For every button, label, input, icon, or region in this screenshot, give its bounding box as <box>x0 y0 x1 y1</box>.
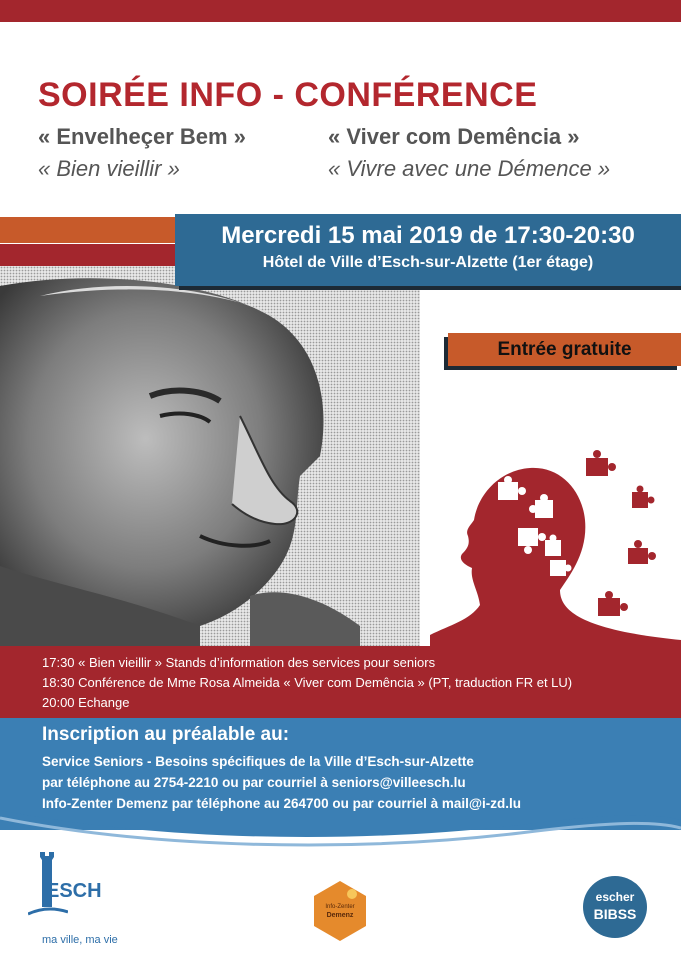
info-zenter-demenz-logo <box>312 880 368 942</box>
event-date-time: Mercredi 15 mai 2019 de 17:30-20:30 <box>221 222 635 249</box>
izd-line1: Info-Zenter <box>325 904 355 910</box>
subtitle-right-fr: « Vivre avec une Démence » <box>328 156 611 181</box>
program-item: 17:30 « Bien vieillir » Stands d’information des services pour seniors <box>42 655 436 670</box>
inscription-title: Inscription au préalable au: <box>42 724 290 745</box>
izd-line2: Demenz <box>326 912 354 919</box>
inscription-line: Info-Zenter Demenz par téléphone au 264700 ou par courriel à mail@i-zd.lu <box>42 796 522 811</box>
subtitle-left-fr: « Bien vieillir » <box>38 156 180 181</box>
accent-bar-red <box>0 244 175 266</box>
inscription-line: par téléphone au 2754-2210 ou par courriel à seniors@villeesch.lu <box>42 775 466 790</box>
program-item: 18:30 Conférence de Mme Rosa Almeida « Viver com Demência » (PT, traduction FR et LU) <box>42 675 573 690</box>
bibss-line1: escher <box>595 890 635 904</box>
free-entry-badge: Entrée gratuite <box>448 333 681 366</box>
program-item: 20:00 Echange <box>42 695 130 710</box>
event-info-box <box>175 214 681 286</box>
escher-bibss-logo <box>583 876 647 938</box>
elderly-man-photo <box>0 266 420 646</box>
subtitle-left-pt: « Envelheçer Bem » <box>38 124 246 149</box>
bibss-line2: BIBSS <box>593 906 637 922</box>
head-puzzle-icon <box>410 440 681 650</box>
esch-logo-text: ESCH <box>46 880 102 902</box>
event-location: Hôtel de Ville d’Esch-sur-Alzette (1er étage) <box>262 254 594 271</box>
inscription-line: Service Seniors - Besoins spécifiques de la Ville d’Esch-sur-Alzette <box>42 754 474 769</box>
subtitle-right-pt: « Viver com Demência » <box>328 124 580 149</box>
top-bar <box>0 0 681 22</box>
page-title: SOIRÉE INFO - CONFÉRENCE <box>38 76 538 114</box>
esch-slogan: ma ville, ma vie <box>42 934 118 946</box>
accent-bar-orange <box>0 217 175 243</box>
